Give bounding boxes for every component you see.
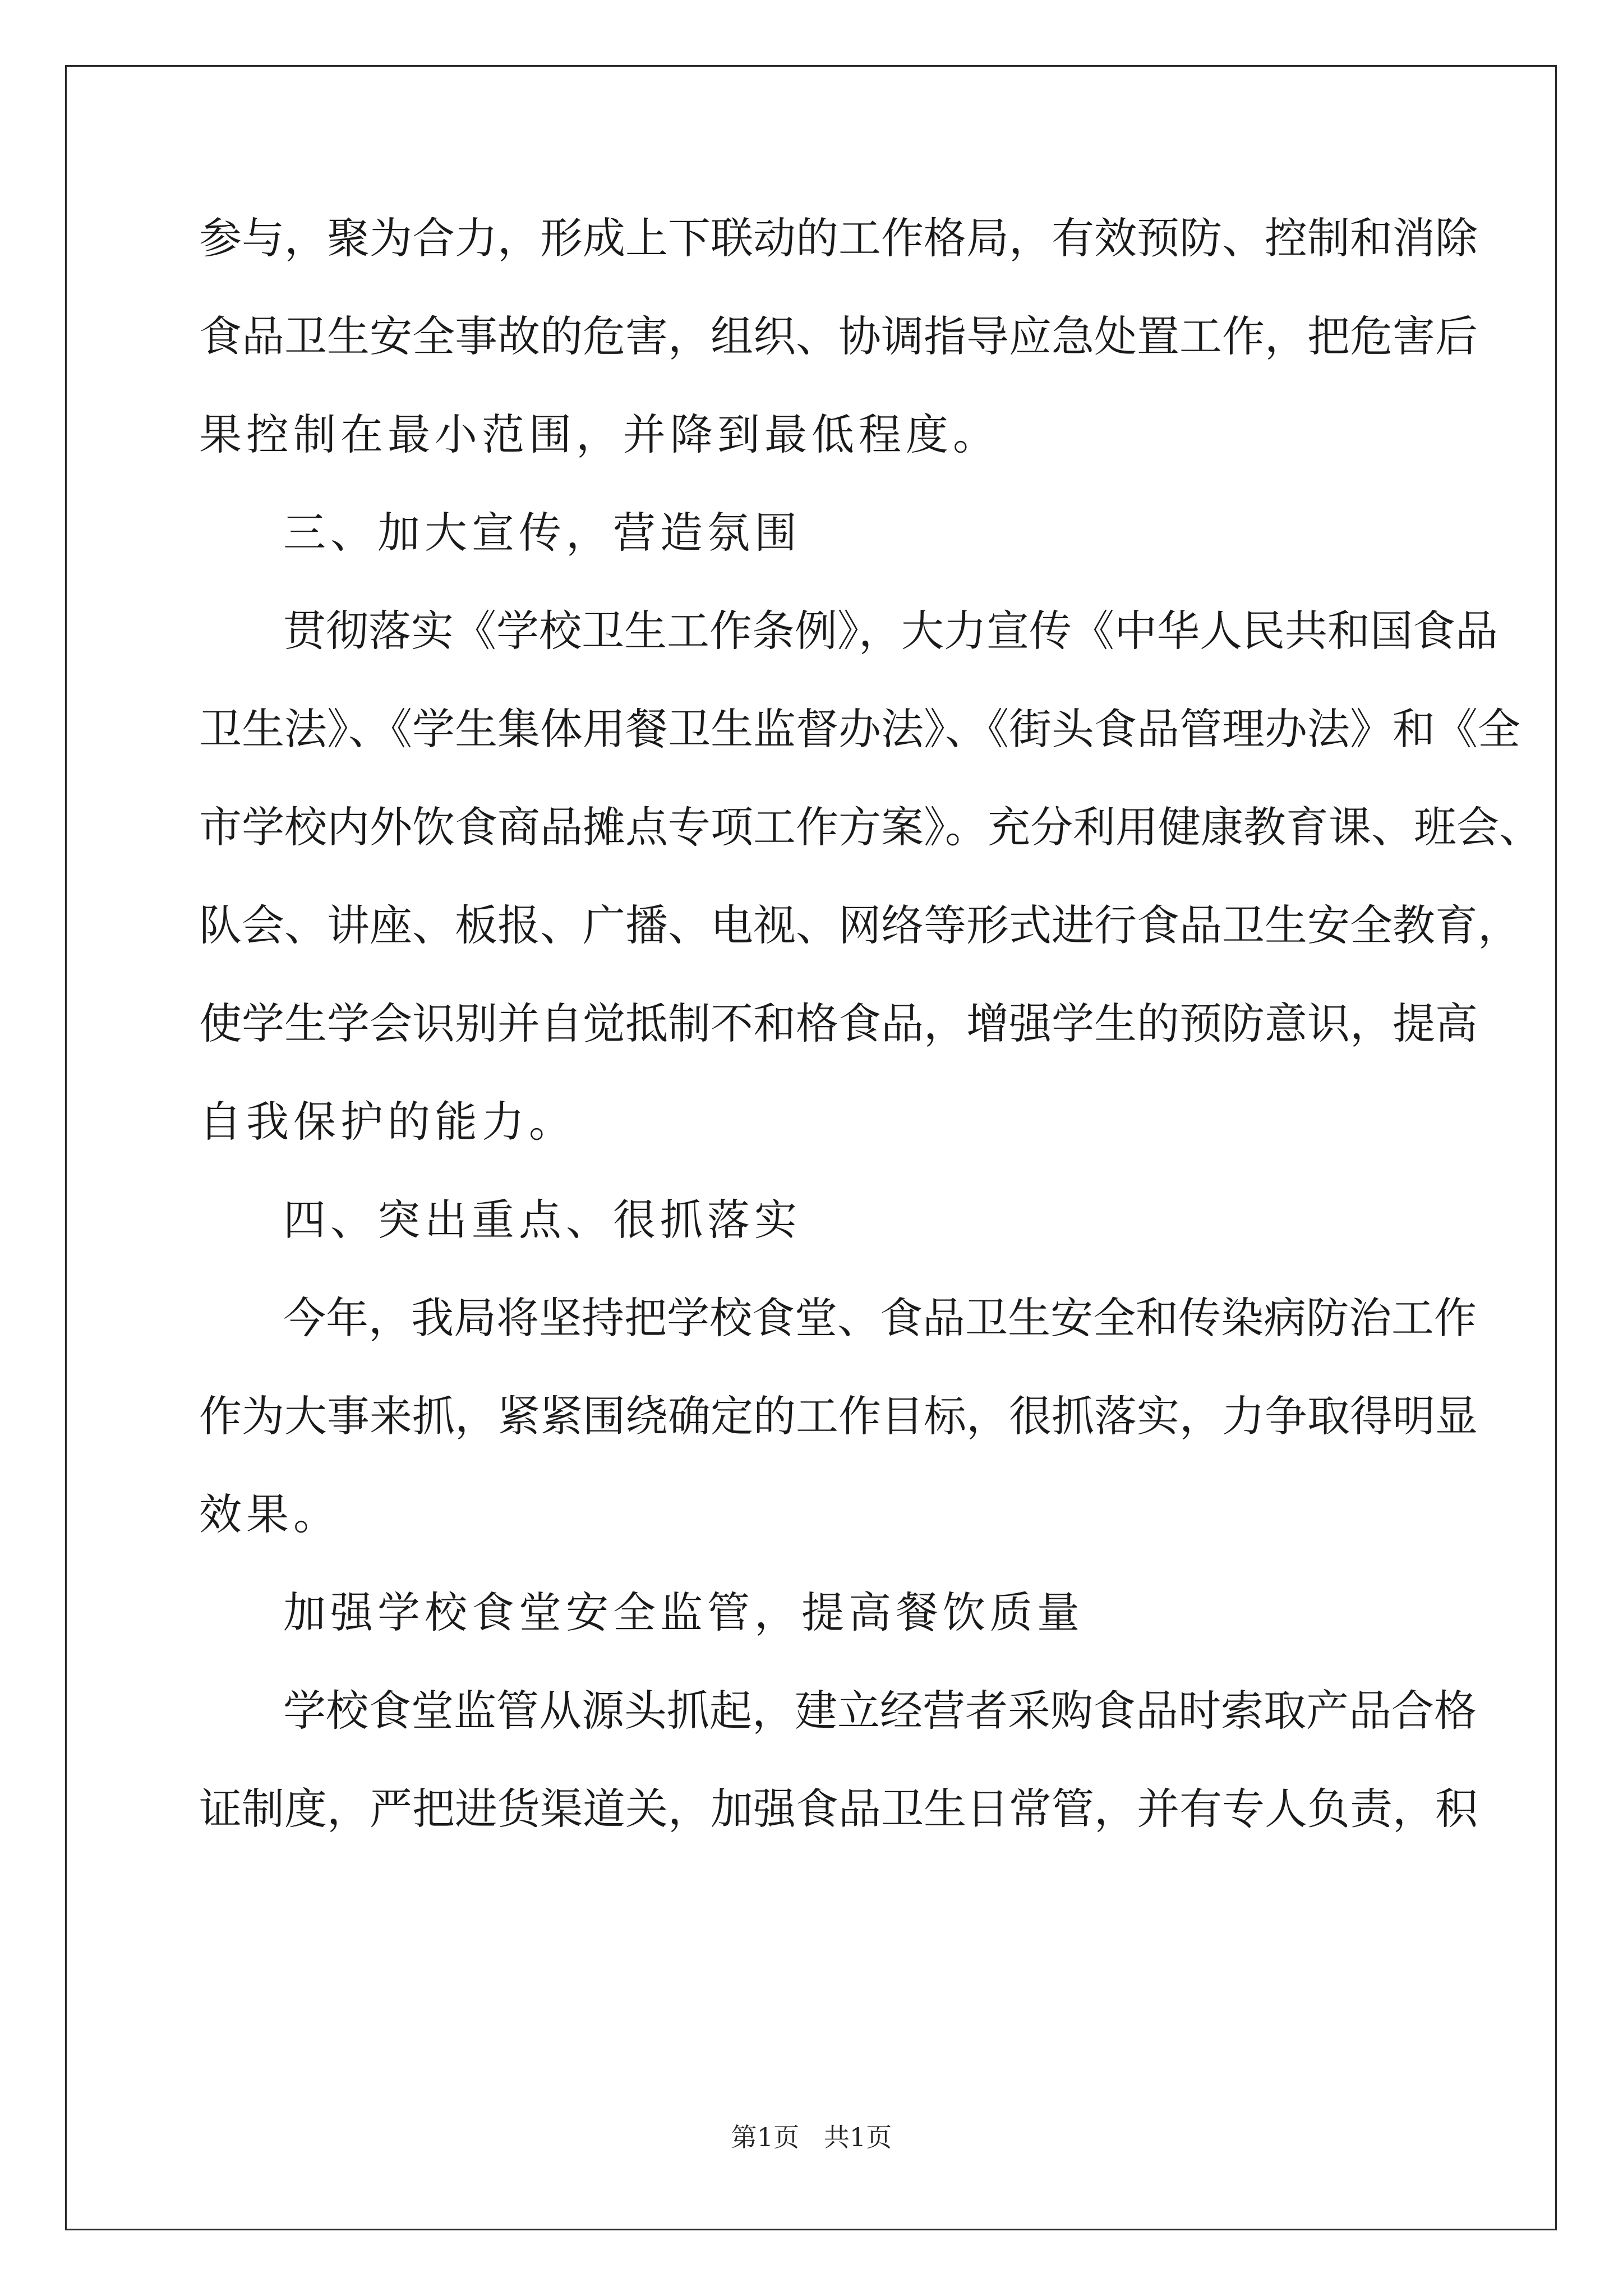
text-line: 证制度，严把进货渠道关，加强食品卫生日常管，并有专人负责，积 (199, 1784, 1478, 1834)
section-heading: 三、加大宣传，营造氛围 (283, 508, 801, 558)
text-line: 市学校内外饮食商品摊点专项工作方案》。充分利用健康教育课、班会、 (199, 802, 1542, 852)
text-line: 学校食堂监管从源头抓起，建立经营者采购食品时索取产品合格 (283, 1686, 1477, 1736)
text-line: 作为大事来抓，紧紧围绕确定的工作目标，很抓落实，力争取得明显 (199, 1391, 1478, 1441)
text-line: 果控制在最小范围，并降到最低程度。 (199, 409, 1000, 459)
text-line: 卫生法》、《学生集体用餐卫生监督办法》、《街头食品管理办法》和《全 (199, 704, 1520, 754)
text-line: 今年，我局将坚持把学校食堂、食品卫生安全和传染病防治工作 (283, 1293, 1477, 1343)
section-heading: 加强学校食堂安全监管，提高餐饮质量 (283, 1588, 1084, 1637)
text-line: 效果。 (199, 1489, 340, 1539)
page-footer: 第1页 共1页 (731, 2122, 892, 2152)
text-line: 队会、讲座、板报、广播、电视、网络等形式进行食品卫生安全教育， (199, 900, 1520, 950)
text-line: 贯彻落实《学校卫生工作条例》，大力宣传《中华人民共和国食品 (283, 606, 1498, 656)
text-line: 使学生学会识别并自觉抵制不和格食品，增强学生的预防意识，提高 (199, 999, 1478, 1048)
section-heading: 四、突出重点、很抓落实 (283, 1195, 801, 1245)
text-line: 参与，聚为合力，形成上下联动的工作格局，有效预防、控制和消除 (199, 213, 1478, 263)
text-line: 自我保护的能力。 (199, 1097, 576, 1147)
text-line: 食品卫生安全事故的危害，组织、协调指导应急处置工作，把危害后 (199, 311, 1478, 361)
